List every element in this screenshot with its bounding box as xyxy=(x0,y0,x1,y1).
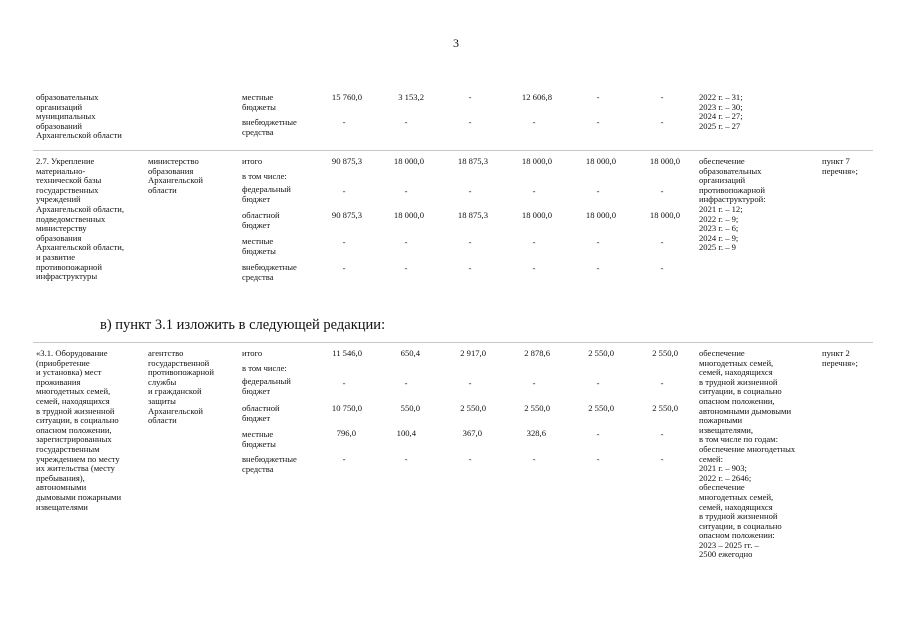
block1-local-2021: 3 153,2 xyxy=(398,92,424,102)
block2-federal-2025: - xyxy=(660,186,664,196)
block2-extra-2025: - xyxy=(660,263,664,273)
block2-name: 2.7. Укрепление материально- технической базы государственных учреждений Архангельской области, подведомственных министерству образования Архангельской области, и развитие противопожарной инфраструктуры xyxy=(36,156,125,282)
block2-extra-2021: - xyxy=(404,263,408,273)
block3-extra-2021: - xyxy=(404,454,408,464)
row-divider xyxy=(33,342,873,343)
block3-federal-2022: - xyxy=(468,378,472,388)
block2-regional-2023: 18 000,0 xyxy=(521,210,552,220)
block1-local-total: 15 760,0 xyxy=(331,92,362,102)
block2-local-2022: - xyxy=(468,237,472,247)
block2-extra-2023: - xyxy=(532,263,536,273)
block2-executor: министерство образования Архангельской области xyxy=(148,156,203,195)
block3-total-all: 11 546,0 xyxy=(332,348,362,358)
block2-source-local: местные бюджеты xyxy=(242,236,276,256)
block3-source-extra: внебюджетные средства xyxy=(242,454,297,474)
block3-extra-2023: - xyxy=(532,454,536,464)
block2-link: пункт 7 перечня»; xyxy=(822,156,858,176)
block3-source-local: местные бюджеты xyxy=(242,429,276,449)
block2-federal-all: - xyxy=(342,186,346,196)
page-number: 3 xyxy=(453,36,459,50)
block1-name: образовательных организаций муниципальных образований Архангельской области xyxy=(36,92,122,141)
block3-federal-all: - xyxy=(342,378,346,388)
block2-regional-2025: 18 000,0 xyxy=(649,210,680,220)
block1-local-2023: 12 606,8 xyxy=(521,92,552,102)
block1-extra-2023: - xyxy=(532,117,536,127)
block2-total-2025: 18 000,0 xyxy=(649,156,680,166)
block2-extra-all: - xyxy=(342,263,346,273)
block3-total-2022: 2 917,0 xyxy=(460,348,486,358)
block3-executor: агентство государственной противопожарной службы и гражданской защиты Архангельской области xyxy=(148,348,214,426)
block3-local-2021: 100,4 xyxy=(396,428,416,438)
block2-federal-2024: - xyxy=(596,186,600,196)
block2-source-regional: областной бюджет xyxy=(242,210,280,230)
block1-extra-2022: - xyxy=(468,117,472,127)
block3-federal-2021: - xyxy=(404,378,408,388)
block3-local-2024: - xyxy=(596,429,600,439)
block3-name: «3.1. Оборудование (приобретение и установка) мест проживания многодетных семей, семей, находящихся в трудной жизненной ситуации, в социально опасном положении, зарегистрированных государственным учреждением по месту их жительства (месту пребывания), автономными дымовыми пожарными извещателями xyxy=(36,348,122,512)
block3-regional-2022: 2 550,0 xyxy=(460,403,486,413)
amendment-heading: в) пункт 3.1 изложить в следующей редакции: xyxy=(100,317,386,333)
block2-extra-2024: - xyxy=(596,263,600,273)
block2-regional-2022: 18 875,3 xyxy=(457,210,488,220)
block3-extra-2025: - xyxy=(660,454,664,464)
block2-regional-2021: 18 000,0 xyxy=(393,210,424,220)
block2-local-all: - xyxy=(342,237,346,247)
block2-regional-all: 90 875,3 xyxy=(331,210,362,220)
block3-local-2023: 328,6 xyxy=(526,428,546,438)
block3-total-2025: 2 550,0 xyxy=(652,348,678,358)
block1-local-2024: - xyxy=(596,92,600,102)
block1-extra-2021: - xyxy=(404,117,408,127)
block2-indicator: обеспечение образовательных организаций противопожарной инфраструктурой: 2021 г. – 12; 2022 г. – 9; 2023 г. – 6; 2024 г. – 9; 2025 г. – 9 xyxy=(699,156,766,253)
block3-source-including: в том числе: xyxy=(242,363,287,373)
block3-local-2025: - xyxy=(660,429,664,439)
block1-extra-2024: - xyxy=(596,117,600,127)
block3-regional-2021: 550,0 xyxy=(400,403,420,413)
block2-source-total: итого xyxy=(242,156,263,166)
block3-source-regional: областной бюджет xyxy=(242,403,280,423)
block2-federal-2023: - xyxy=(532,186,536,196)
block3-regional-2023: 2 550,0 xyxy=(524,403,550,413)
block2-total-all: 90 875,3 xyxy=(331,156,362,166)
block1-source-local: местные бюджеты xyxy=(242,92,276,112)
block3-federal-2023: - xyxy=(532,378,536,388)
block2-source-extra: внебюджетные средства xyxy=(242,262,297,282)
block1-local-2022: - xyxy=(468,92,472,102)
block3-total-2023: 2 878,6 xyxy=(524,348,550,358)
block2-local-2024: - xyxy=(596,237,600,247)
block3-local-2022: 367,0 xyxy=(462,428,482,438)
block2-total-2022: 18 875,3 xyxy=(457,156,488,166)
block1-local-2025: - xyxy=(660,92,664,102)
block3-extra-2022: - xyxy=(468,454,472,464)
row-divider xyxy=(33,150,873,151)
block3-regional-all: 10 750,0 xyxy=(331,403,362,413)
block3-regional-2024: 2 550,0 xyxy=(588,403,614,413)
block2-local-2023: - xyxy=(532,237,536,247)
block3-source-federal: федеральный бюджет xyxy=(242,376,291,396)
block2-federal-2022: - xyxy=(468,186,472,196)
block1-extra-total: - xyxy=(342,117,346,127)
block2-extra-2022: - xyxy=(468,263,472,273)
block3-federal-2024: - xyxy=(596,378,600,388)
block2-local-2025: - xyxy=(660,237,664,247)
block2-total-2024: 18 000,0 xyxy=(585,156,616,166)
block3-regional-2025: 2 550,0 xyxy=(652,403,678,413)
block2-total-2023: 18 000,0 xyxy=(521,156,552,166)
block3-extra-all: - xyxy=(342,454,346,464)
block1-indicator: 2022 г. – 31; 2023 г. – 30; 2024 г. – 27; 2025 г. – 27 xyxy=(699,92,743,131)
block2-source-including: в том числе: xyxy=(242,171,287,181)
block1-extra-2025: - xyxy=(660,117,664,127)
block2-local-2021: - xyxy=(404,237,408,247)
block3-local-all: 796,0 xyxy=(336,428,356,438)
block3-source-total: итого xyxy=(242,348,263,358)
block2-source-federal: федеральный бюджет xyxy=(242,184,291,204)
block2-total-2021: 18 000,0 xyxy=(393,156,424,166)
block3-indicator: обеспечение многодетных семей, семей, находящихся в трудной жизненной ситуации, в социально опасном положении, автономными дымовыми пожарными извещателями, в том числе по годам: обеспечение многодетных семей: 2021 г. – 903; 2022 г. – 2646; обеспечение многодетных семей, семей, находящихся в трудной жизненной ситуации, в социально опасном положении: 2023 – 2025 гг. – 2500 ежегодно xyxy=(699,348,796,560)
block2-federal-2021: - xyxy=(404,186,408,196)
block3-link: пункт 2 перечня»; xyxy=(822,348,858,368)
block3-total-2021: 650,4 xyxy=(400,348,420,358)
block2-regional-2024: 18 000,0 xyxy=(585,210,616,220)
block3-federal-2025: - xyxy=(660,378,664,388)
block3-extra-2024: - xyxy=(596,454,600,464)
block1-source-extra: внебюджетные средства xyxy=(242,117,297,137)
block3-total-2024: 2 550,0 xyxy=(588,348,614,358)
